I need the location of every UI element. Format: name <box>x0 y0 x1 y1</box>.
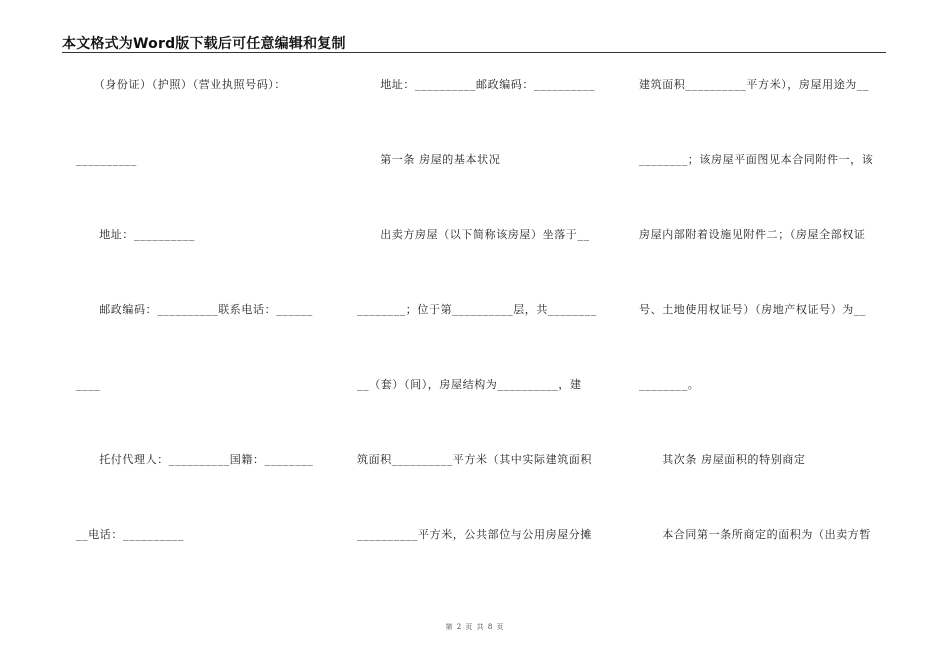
column-3-line-1: 建筑面积__________平方米），房屋用途为__ <box>639 78 870 91</box>
text-column-1 <box>76 0 318 672</box>
column-1-line-3: 地址：__________ <box>76 228 195 241</box>
column-3-line-7: 本合同第一条所商定的面积为（出卖方暂 <box>639 528 871 541</box>
column-1-line-5: ____ <box>76 378 101 391</box>
column-1-line-2: __________ <box>76 153 137 166</box>
column-1-line-4: 邮政编码：__________联系电话：______ <box>76 303 313 316</box>
document-title: 本文格式为Word版下载后可任意编辑和复制 <box>62 36 346 52</box>
column-3-line-4: 号、土地使用权证号）（房地产权证号）为__ <box>639 303 867 316</box>
column-1-line-1: （身份证）（护照）（营业执照号码）： <box>76 78 286 91</box>
column-1-line-6: 托付代理人：__________国籍：________ <box>76 453 314 466</box>
column-3-line-6: 其次条 房屋面积的特别商定 <box>639 453 806 466</box>
text-column-3 <box>639 0 881 672</box>
column-2-line-7: __________平方米，公共部位与公用房屋分摊 <box>357 528 592 541</box>
column-2-line-4: ________；位于第__________层，共________ <box>357 303 597 316</box>
column-2-line-2: 第一条 房屋的基本状况 <box>357 153 501 166</box>
column-2-line-5: __（套）（间），房屋结构为__________，建 <box>357 378 582 391</box>
column-2-line-1: 地址：__________邮政编码：__________ <box>357 78 595 91</box>
column-1-line-7: __电话：__________ <box>76 528 184 541</box>
page-number: 第 2 页 共 8 页 <box>445 623 505 631</box>
column-3-line-5: ________。 <box>639 378 700 391</box>
column-2-line-6: 筑面积__________平方米（其中实际建筑面积 <box>357 453 592 466</box>
column-3-line-2: ________；该房屋平面图见本合同附件一，该 <box>639 153 874 166</box>
column-2-line-3: 出卖方房屋（以下简称该房屋）坐落于__ <box>357 228 590 241</box>
column-3-line-3: 房屋内部附着设施见附件二；（房屋全部权证 <box>639 228 866 241</box>
text-column-2 <box>357 0 599 672</box>
